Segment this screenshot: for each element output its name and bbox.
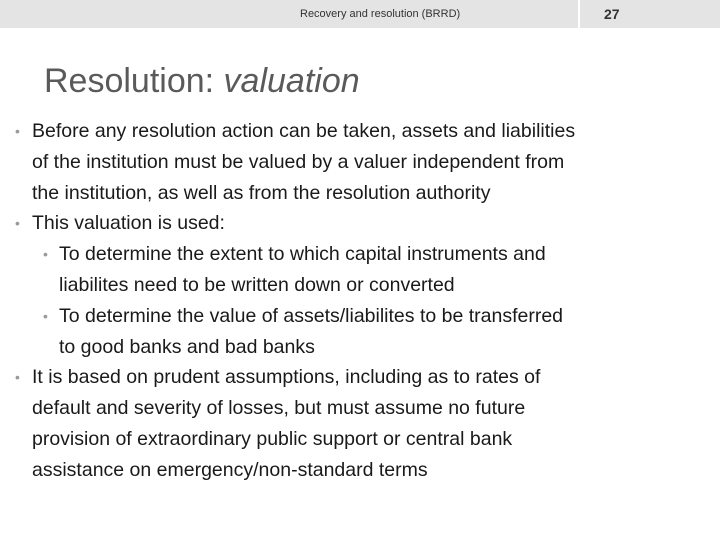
header-band	[0, 0, 720, 28]
bullet-line: To determine the value of assets/liabilites to be transferred	[59, 304, 564, 327]
bullet-item	[14, 116, 710, 208]
bullet-list	[14, 116, 710, 486]
header-divider	[578, 0, 580, 28]
bullet-line: the institution, as well as from the resolution authority	[32, 181, 491, 204]
bullet-marker: •	[15, 123, 20, 139]
bullet-line: To determine the extent to which capital instruments and	[59, 243, 546, 266]
bullet-line: to good banks and bad banks	[59, 335, 315, 358]
bullet-line: assistance on emergency/non-standard terms	[32, 458, 428, 481]
slide-title-italic: valuation	[223, 62, 360, 100]
bullet-marker: •	[43, 307, 48, 324]
bullet-line: It is based on prudent assumptions, including as to rates of	[32, 366, 541, 389]
slide-title	[44, 62, 360, 101]
page-number: 27	[604, 6, 620, 22]
bullet-marker: •	[15, 215, 20, 232]
bullet-line: This valuation is used:	[32, 212, 225, 235]
sub-bullet-item	[14, 239, 710, 301]
bullet-marker: •	[43, 246, 48, 263]
bullet-line: Before any resolution action can be taken, assets and liabilities	[32, 120, 576, 142]
slide-title-plain: Resolution:	[44, 62, 224, 100]
bullet-item	[14, 208, 710, 239]
bullet-line: default and severity of losses, but must assume no future	[32, 397, 526, 420]
bullet-line: provision of extraordinary public support or central bank	[32, 427, 513, 450]
header-title: Recovery and resolution (BRRD)	[300, 8, 461, 20]
bullet-item	[14, 362, 710, 485]
bullet-line: of the institution must be valued by a valuer independent from	[32, 150, 565, 173]
bullet-line: liabilites need to be written down or converted	[59, 273, 455, 296]
sub-bullet-item	[14, 301, 710, 363]
bullet-marker: •	[15, 369, 20, 386]
